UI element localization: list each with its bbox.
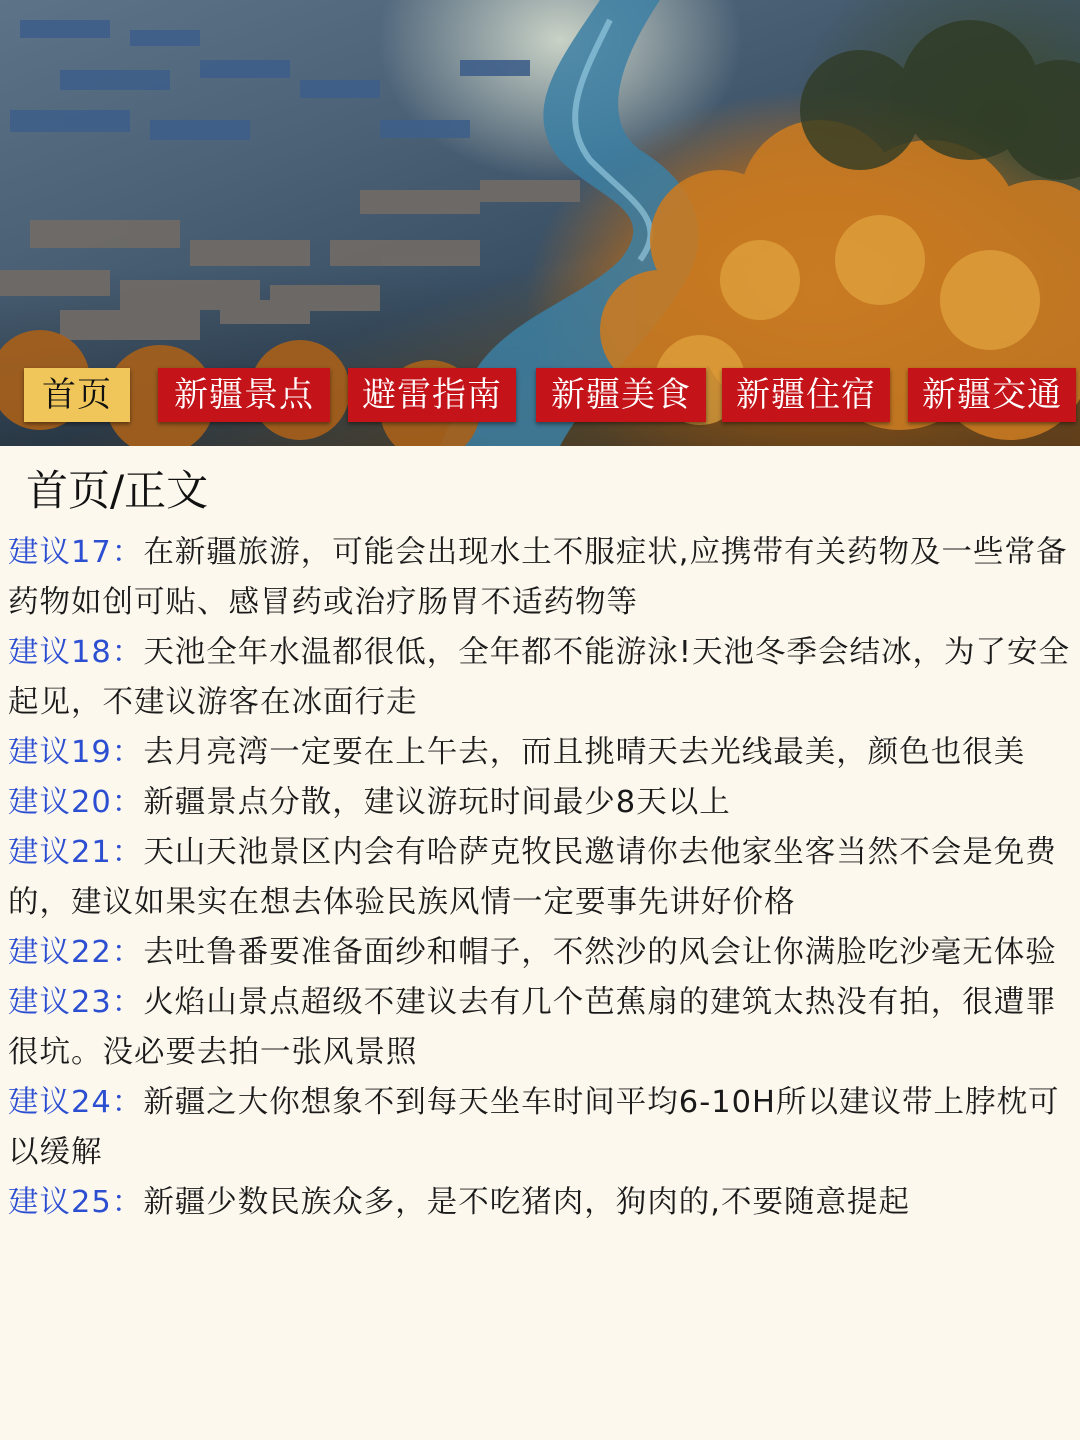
list-item bbox=[8, 1078, 1072, 1178]
hero-banner bbox=[0, 0, 1080, 446]
tip-label: 建议21： bbox=[8, 835, 144, 870]
list-item bbox=[8, 978, 1072, 1078]
tip-label: 建议22： bbox=[8, 935, 144, 970]
breadcrumb: 首页/正文 bbox=[26, 466, 209, 515]
top-nav bbox=[0, 368, 1080, 428]
list-item bbox=[8, 828, 1072, 928]
nav-item-pitfall-guide[interactable]: 避雷指南 bbox=[348, 368, 516, 422]
tip-label: 建议18： bbox=[8, 635, 144, 670]
tip-text: 新疆之大你想象不到每天坐车时间平均6-10H所以建议带上脖枕可以缓解 bbox=[8, 1085, 1060, 1170]
tip-text: 新疆少数民族众多，是不吃猪肉，狗肉的,不要随意提起 bbox=[143, 1185, 911, 1220]
list-item bbox=[8, 778, 1072, 828]
tip-text: 在新疆旅游，可能会出现水土不服症状,应携带有关药物及一些常备药物如创可贴、感冒药或治疗肠胃不适药物等 bbox=[8, 535, 1068, 620]
tip-text: 天池全年水温都很低，全年都不能游泳!天池冬季会结冰，为了安全起见，不建议游客在冰面行走 bbox=[8, 635, 1071, 720]
nav-item-accommodation[interactable]: 新疆住宿 bbox=[722, 368, 890, 422]
list-item bbox=[8, 928, 1072, 978]
tip-label: 建议24： bbox=[8, 1085, 144, 1120]
tip-label: 建议25： bbox=[8, 1185, 144, 1220]
tip-label: 建议19： bbox=[8, 735, 144, 770]
list-item bbox=[8, 528, 1072, 628]
tip-label: 建议17： bbox=[8, 535, 144, 570]
tip-text: 去吐鲁番要准备面纱和帽子，不然沙的风会让你满脸吃沙毫无体验 bbox=[143, 935, 1057, 970]
nav-item-attractions[interactable]: 新疆景点 bbox=[158, 368, 330, 422]
nav-item-food[interactable]: 新疆美食 bbox=[536, 368, 706, 422]
tip-text: 天山天池景区内会有哈萨克牧民邀请你去他家坐客当然不会是免费的，建议如果实在想去体验民族风情一定要事先讲好价格 bbox=[8, 835, 1057, 920]
nav-item-home[interactable]: 首页 bbox=[24, 368, 130, 422]
tip-text: 新疆景点分散，建议游玩时间最少8天以上 bbox=[143, 785, 731, 820]
tip-text: 去月亮湾一定要在上午去，而且挑晴天去光线最美，颜色也很美 bbox=[143, 735, 1026, 770]
tip-text: 火焰山景点超级不建议去有几个芭蕉扇的建筑太热没有拍，很遭罪很坑。没必要去拍一张风景照 bbox=[8, 985, 1057, 1070]
tips-list bbox=[8, 528, 1072, 1228]
tip-label: 建议20： bbox=[8, 785, 144, 820]
list-item bbox=[8, 628, 1072, 728]
tip-label: 建议23： bbox=[8, 985, 144, 1020]
nav-item-transport[interactable]: 新疆交通 bbox=[908, 368, 1076, 422]
list-item bbox=[8, 1178, 1072, 1228]
list-item bbox=[8, 728, 1072, 778]
